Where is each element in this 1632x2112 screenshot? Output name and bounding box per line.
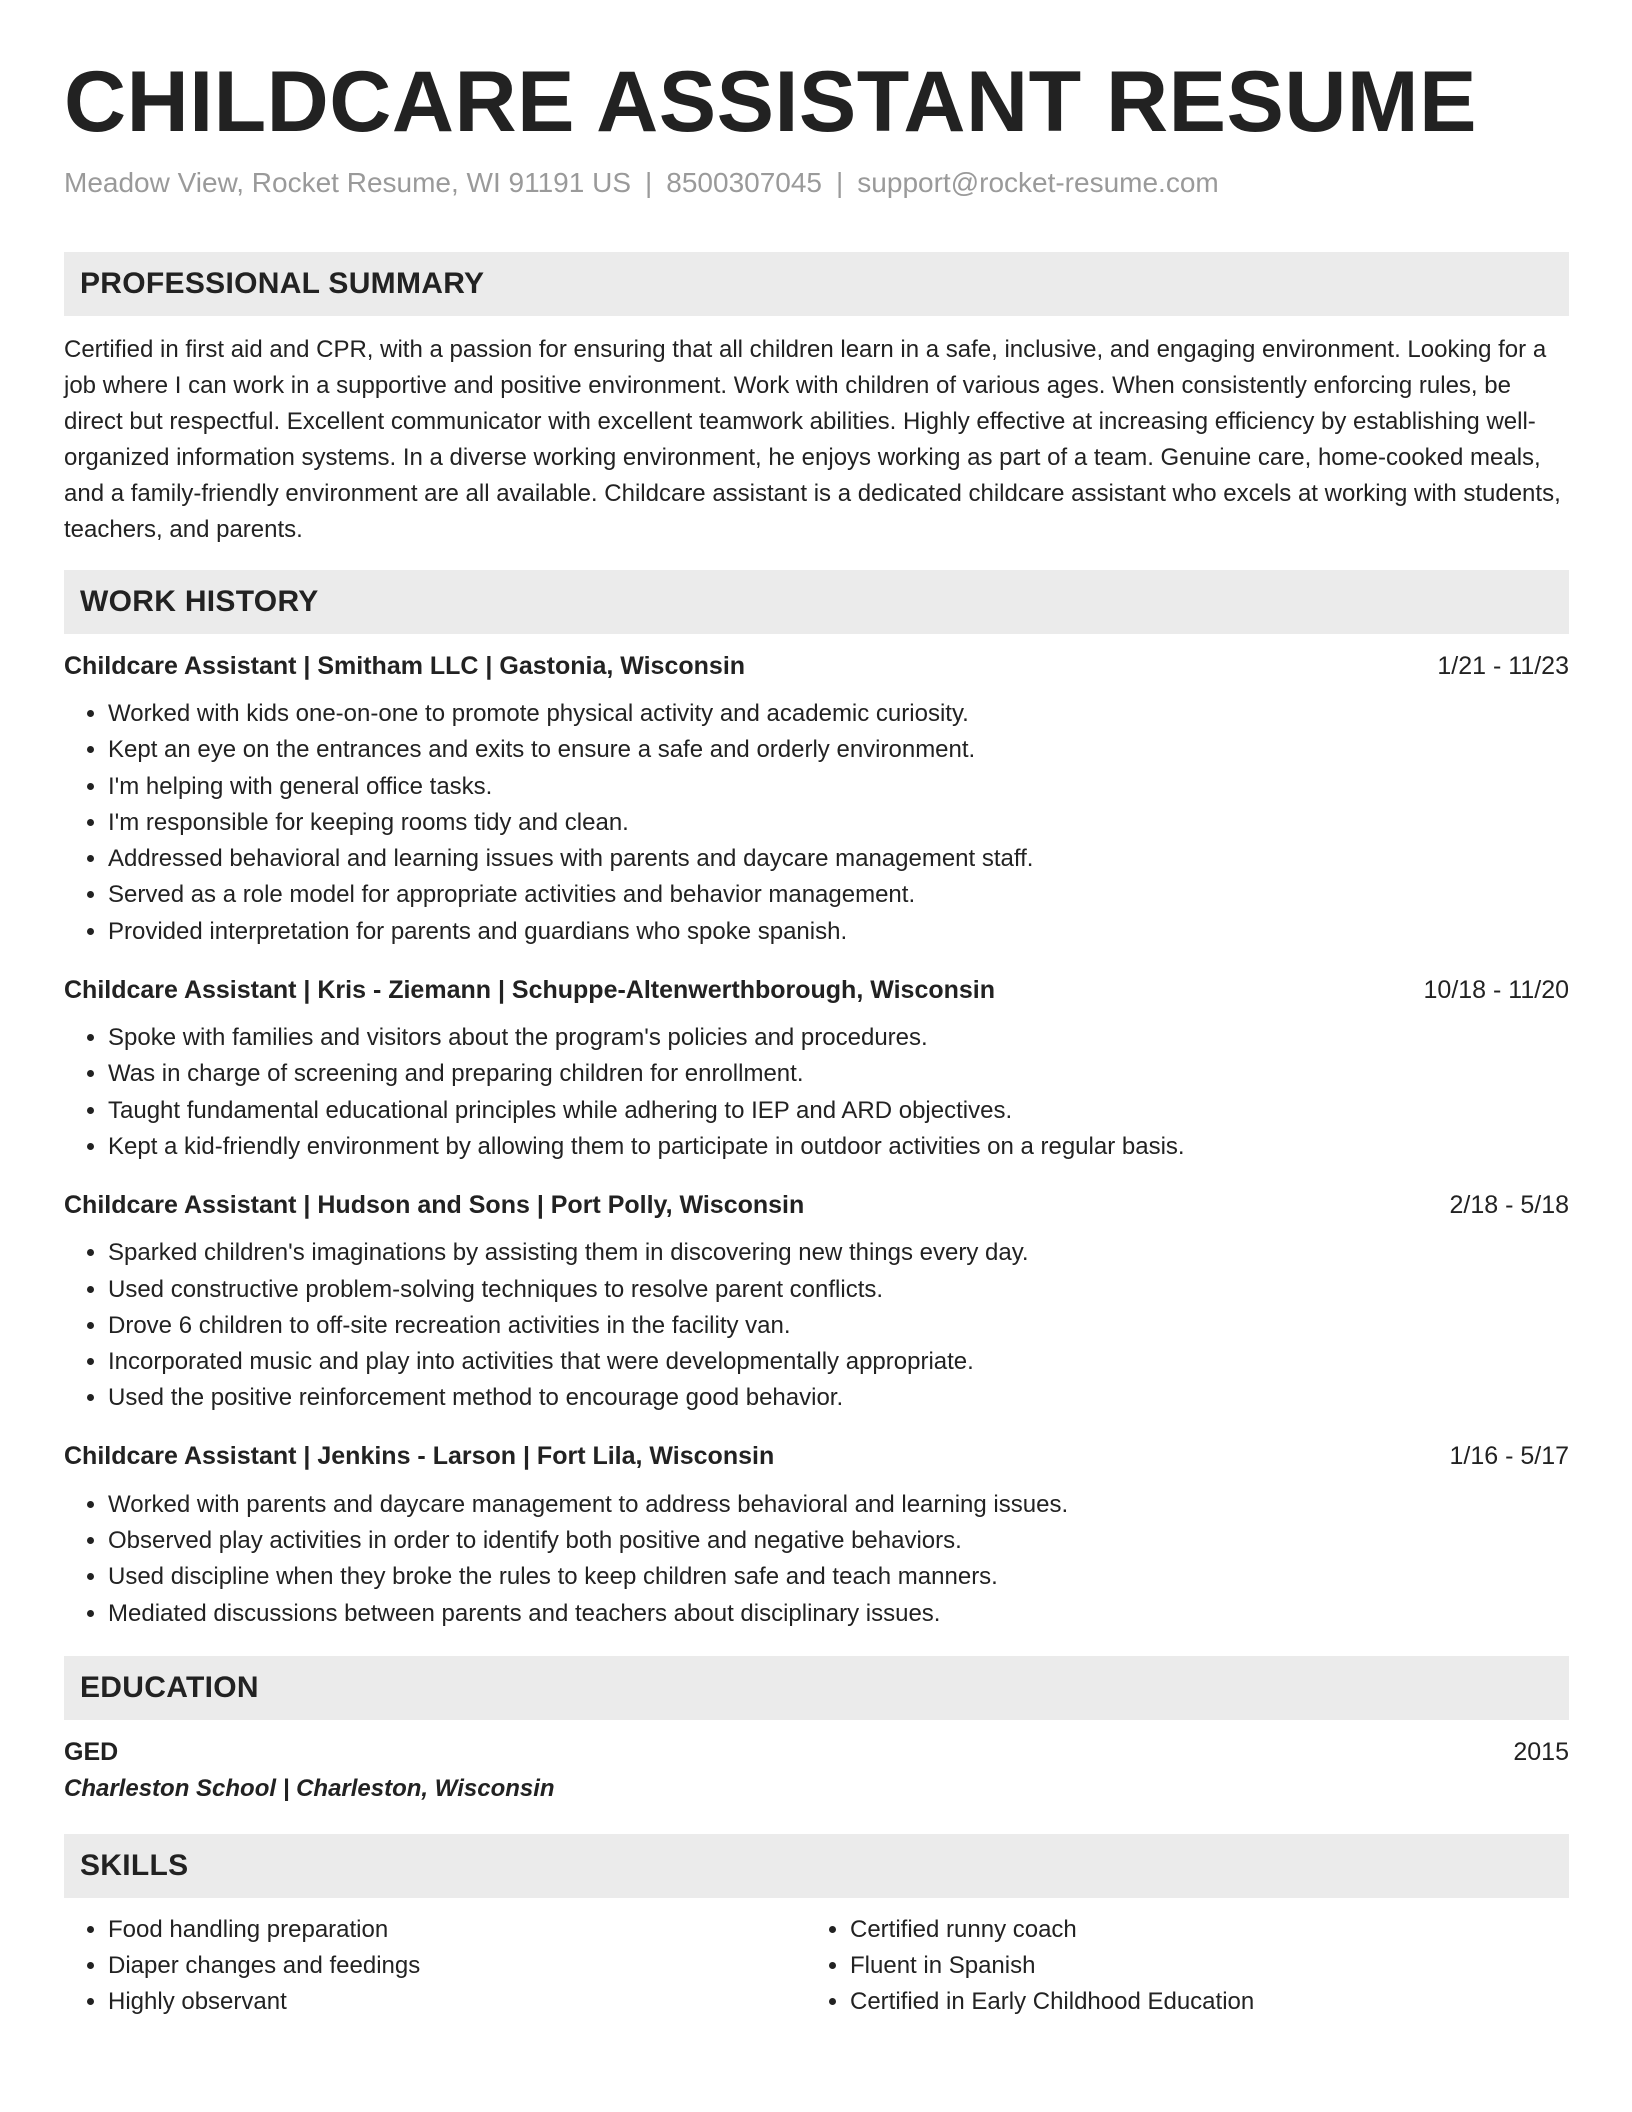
summary-text: Certified in first aid and CPR, with a passion for ensuring that all children learn in a safe, inclusive, and engaging environment. Looking for a job where I can work in a supportive and positive environment. Work with children of various ages. When consistently enforcing rules, be direct but respectful. Excellent communicator with excellent teamwork abilities. Highly effective at increasing efficiency by establishing well-organized information systems. In a diverse working environment, he enjoys working as part of a team. Genuine care, home-cooked meals, and a family-friendly environment are all available. Childcare assistant is a dedicated childcare assistant who excels at working with students, teachers, and parents. <box>64 336 1561 543</box>
skills-list-right <box>806 1912 1548 2020</box>
job-bullet: • Used discipline when they broke the rules to keep children safe and teach manners. <box>108 1559 1569 1595</box>
job-bullet: • Used constructive problem-solving techniques to resolve parent conflicts. <box>108 1272 1569 1308</box>
contact-email: support@rocket-resume.com <box>857 167 1219 198</box>
job-bullet: • Sparked children's imaginations by assisting them in discovering new things every day. <box>108 1235 1569 1271</box>
job-title: Childcare Assistant | Kris - Ziemann | Schuppe-Altenwerthborough, Wisconsin <box>64 975 996 1004</box>
job-bullets <box>64 1487 1569 1632</box>
job-entry <box>64 1187 1569 1416</box>
job-bullet: • Observed play activities in order to identify both positive and negative behaviors. <box>108 1523 1569 1559</box>
education-heading: EDUCATION <box>64 1656 1569 1720</box>
job-bullet: • Kept an eye on the entrances and exits to ensure a safe and orderly environment. <box>108 732 1569 768</box>
contact-line <box>64 166 1569 200</box>
job-bullet: • Drove 6 children to off-site recreation activities in the facility van. <box>108 1308 1569 1344</box>
job-bullet: • Mediated discussions between parents and teachers about disciplinary issues. <box>108 1596 1569 1632</box>
job-header <box>64 1187 1569 1223</box>
job-entry <box>64 1439 1569 1632</box>
skill-item: • Highly observant <box>108 1984 806 2020</box>
job-title: Childcare Assistant | Jenkins - Larson | Fort Lila, Wisconsin <box>64 1442 775 1471</box>
job-dates: 1/21 - 11/23 <box>1437 651 1569 680</box>
education-year: 2015 <box>1513 1737 1569 1766</box>
skill-item: • Certified in Early Childhood Education <box>850 1984 1548 2020</box>
job-bullets <box>64 1235 1569 1416</box>
skill-item: • Food handling preparation <box>108 1912 806 1948</box>
job-dates: 2/18 - 5/18 <box>1449 1190 1569 1219</box>
skills-heading: SKILLS <box>64 1834 1569 1898</box>
contact-separator: | <box>645 167 653 198</box>
job-header <box>64 1439 1569 1475</box>
skill-item: • Certified runny coach <box>850 1912 1548 1948</box>
job-header <box>64 648 1569 684</box>
job-entry <box>64 972 1569 1165</box>
contact-address: Meadow View, Rocket Resume, WI 91191 US <box>64 167 631 198</box>
education-degree: GED <box>64 1737 119 1766</box>
contact-phone: 8500307045 <box>666 167 823 198</box>
job-dates: 10/18 - 11/20 <box>1423 975 1569 1004</box>
job-bullet: • Used the positive reinforcement method to encourage good behavior. <box>108 1380 1569 1416</box>
job-bullet: • Spoke with families and visitors about the program's policies and procedures. <box>108 1020 1569 1056</box>
resume-page <box>64 0 1569 2020</box>
job-bullet: • Taught fundamental educational principles while adhering to IEP and ARD objectives. <box>108 1093 1569 1129</box>
job-bullet: • Worked with parents and daycare management to address behavioral and learning issues. <box>108 1487 1569 1523</box>
job-bullet: • Was in charge of screening and preparing children for enrollment. <box>108 1056 1569 1092</box>
job-bullet: • Addressed behavioral and learning issues with parents and daycare management staff. <box>108 841 1569 877</box>
job-bullets <box>64 696 1569 950</box>
work-history-heading: WORK HISTORY <box>64 570 1569 634</box>
education-entry <box>64 1734 1569 1770</box>
skill-item: • Diaper changes and feedings <box>108 1948 806 1984</box>
job-bullet: • Provided interpretation for parents and guardians who spoke spanish. <box>108 914 1569 950</box>
job-title: Childcare Assistant | Hudson and Sons | Port Polly, Wisconsin <box>64 1190 805 1219</box>
job-entry <box>64 648 1569 950</box>
job-bullet: • Kept a kid-friendly environment by allowing them to participate in outdoor activities on a regular basis. <box>108 1129 1569 1165</box>
education-school: Charleston School | Charleston, Wisconsin <box>64 1774 555 1802</box>
job-dates: 1/16 - 5/17 <box>1449 1442 1569 1471</box>
job-header <box>64 972 1569 1008</box>
contact-separator: | <box>836 167 844 198</box>
skills-list-left <box>64 1912 806 2020</box>
skills-columns <box>64 1912 1569 2020</box>
job-bullet: • Worked with kids one-on-one to promote physical activity and academic curiosity. <box>108 696 1569 732</box>
job-title: Childcare Assistant | Smitham LLC | Gastonia, Wisconsin <box>64 651 746 680</box>
skill-item: • Fluent in Spanish <box>850 1948 1548 1984</box>
job-bullets <box>64 1020 1569 1165</box>
job-bullet: • Incorporated music and play into activities that were developmentally appropriate. <box>108 1344 1569 1380</box>
job-bullet: • Served as a role model for appropriate activities and behavior management. <box>108 877 1569 913</box>
job-bullet: • I'm responsible for keeping rooms tidy and clean. <box>108 805 1569 841</box>
resume-title: CHILDCARE ASSISTANT RESUME <box>64 54 1477 150</box>
summary-heading: PROFESSIONAL SUMMARY <box>64 252 1569 316</box>
job-bullet: • I'm helping with general office tasks. <box>108 769 1569 805</box>
